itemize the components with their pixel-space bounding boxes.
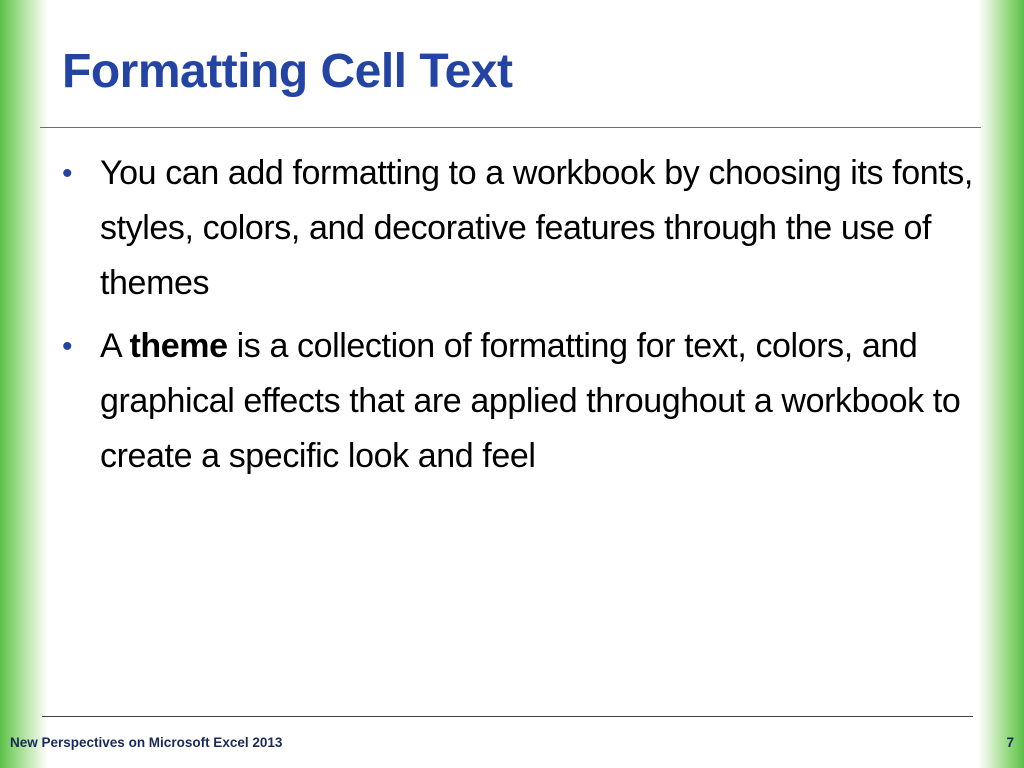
bullet-text-after: is a collection of formatting for text, colors, and graphical effects that are applied throughout a workbook to create a specific look and feel xyxy=(100,327,961,475)
bullet-text: You can add formatting to a workbook by choosing its fonts, styles, colors, and decorative features through the use of themes xyxy=(100,154,973,302)
bullet-item xyxy=(62,146,992,311)
page-number: 7 xyxy=(1006,735,1014,750)
bullet-list xyxy=(62,146,992,492)
bullet-icon: • xyxy=(62,330,73,363)
left-green-edge xyxy=(0,0,48,768)
title-divider xyxy=(40,127,981,128)
bullet-icon: • xyxy=(62,157,73,190)
slide-title: Formatting Cell Text xyxy=(62,45,513,98)
footer-divider xyxy=(42,716,973,717)
footer-caption: New Perspectives on Microsoft Excel 2013 xyxy=(10,735,283,750)
bold-term: theme xyxy=(129,327,228,365)
bullet-item xyxy=(62,319,992,484)
bullet-text-before: A xyxy=(100,327,130,365)
